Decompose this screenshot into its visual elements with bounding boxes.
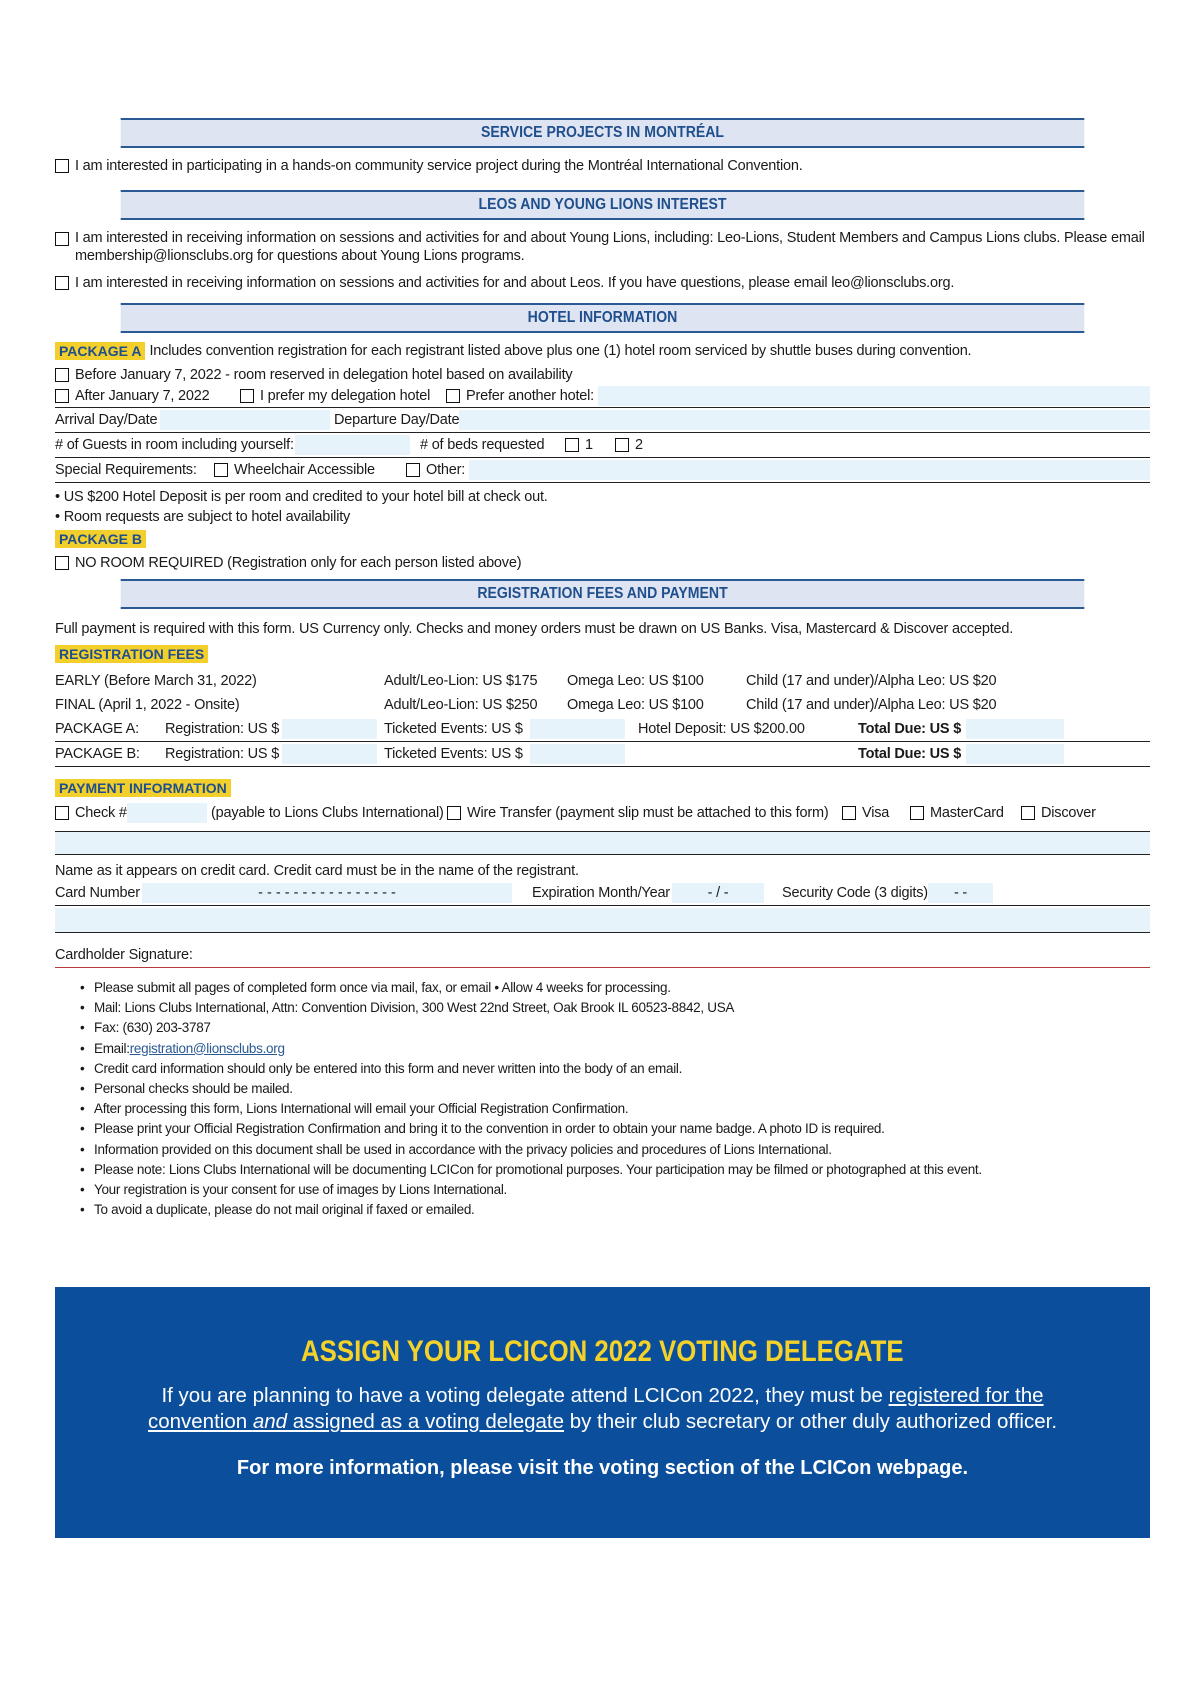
leos-row-1 — [55, 230, 1150, 264]
another-hotel-label: Prefer another hotel: — [466, 388, 594, 404]
instructions-list — [80, 978, 982, 1220]
early-child: Child (17 and under)/Alpha Leo: US $20 — [746, 673, 997, 689]
wheelchair-checkbox[interactable] — [214, 463, 228, 477]
list-item: • Email: registration@lionsclubs.org — [80, 1039, 982, 1059]
package-a-row — [55, 341, 1150, 361]
pkg-a-registration-label: Registration: US $ — [165, 721, 280, 737]
payment-tag-row — [55, 777, 1150, 799]
special-row — [55, 458, 1150, 483]
list-item: • Credit card information should only be entered into this form and never written into the body of an email. — [80, 1060, 683, 1076]
card-number-label: Card Number — [55, 885, 140, 901]
no-room-row — [55, 553, 1150, 573]
wheelchair-label: Wheelchair Accessible — [234, 462, 375, 478]
pkg-a-label: PACKAGE A: — [55, 721, 139, 737]
visa-checkbox[interactable] — [842, 806, 856, 820]
service-checkbox[interactable] — [55, 159, 69, 173]
registered-link[interactable]: registered for the — [888, 1384, 1044, 1407]
after-row — [55, 385, 1150, 407]
pkg-b-total-input[interactable] — [966, 744, 1064, 764]
payment-method-row — [55, 801, 1150, 825]
fees-tag-row — [55, 643, 1150, 665]
expiration-label: Expiration Month/Year — [532, 885, 670, 901]
delegation-hotel-label: I prefer my delegation hotel — [260, 388, 431, 404]
section-header-service: SERVICE PROJECTS IN MONTRÉAL — [121, 118, 1085, 148]
early-label: EARLY (Before March 31, 2022) — [55, 673, 257, 689]
package-a-tag: PACKAGE A — [55, 342, 145, 360]
package-b-tag: PACKAGE B — [55, 530, 146, 548]
security-label: Security Code (3 digits) — [782, 885, 928, 901]
package-a-fees-row — [55, 717, 1150, 742]
expiration-input[interactable]: - / - — [672, 883, 764, 903]
list-item: • Please print your Official Registration Confirmation and bring it to the convention in order to obtain your name badge. A photo ID is required. — [80, 1121, 885, 1137]
visa-label: Visa — [862, 805, 890, 821]
voting-delegate-banner — [55, 1287, 1150, 1538]
package-b-fees-row — [55, 742, 1150, 767]
dates-row — [55, 407, 1150, 433]
assigned-link[interactable]: convention and assigned as a voting delegate — [147, 1410, 564, 1433]
card-extra-input[interactable] — [55, 908, 1150, 933]
list-item: • After processing this form, Lions International will email your Official Registration Confirmation. — [80, 1101, 629, 1117]
pkg-b-registration-label: Registration: US $ — [165, 746, 280, 762]
banner-paragraph: If you are planning to have a voting delegate attend LCICon 2022, they must be registered for the convention and assigned as a voting delegate by their club secretary or other duly authorized officer. — [147, 1384, 1058, 1433]
leos-label: I am interested in receiving information on sessions and activities for and about Leos. If you have questions, please email leo@lionsclubs.org. — [75, 275, 955, 291]
final-omega: Omega Leo: US $100 — [567, 697, 704, 713]
leos-checkbox[interactable] — [55, 276, 69, 290]
fees-intro: Full payment is required with this form. US Currency only. Checks and money orders must be drawn on US Banks. Visa, Mastercard & Discover accepted. — [55, 621, 1014, 637]
pkg-a-total-label: Total Due: US $ — [858, 721, 962, 737]
check-number-input[interactable] — [127, 803, 207, 823]
list-item: • Fax: (630) 203-3787 — [80, 1020, 211, 1036]
mastercard-checkbox[interactable] — [910, 806, 924, 820]
wire-label: Wire Transfer (payment slip must be attached to this form) — [467, 805, 829, 821]
payable-label: (payable to Lions Clubs International) — [211, 805, 444, 821]
bed-1-checkbox[interactable] — [565, 438, 579, 452]
other-checkbox[interactable] — [406, 463, 420, 477]
special-label: Special Requirements: — [55, 462, 197, 478]
discover-label: Discover — [1041, 805, 1096, 821]
bed-2-checkbox[interactable] — [615, 438, 629, 452]
before-row — [55, 365, 1150, 385]
arrival-input[interactable] — [160, 410, 330, 430]
hotel-note-1: • US $200 Hotel Deposit is per room and credited to your hotel bill at check out. — [55, 489, 548, 505]
final-label: FINAL (April 1, 2022 - Onsite) — [55, 697, 240, 713]
signature-row — [55, 943, 1150, 968]
banner-title: ASSIGN YOUR LCICON 2022 VOTING DELEGATE — [301, 1335, 904, 1368]
another-hotel-checkbox[interactable] — [446, 389, 460, 403]
list-item: • To avoid a duplicate, please do not mail original if faxed or emailed. — [80, 1202, 475, 1218]
pkg-a-ticketed-label: Ticketed Events: US $ — [384, 721, 523, 737]
after-checkbox[interactable] — [55, 389, 69, 403]
pkg-b-registration-input[interactable] — [282, 744, 377, 764]
leos-row-2 — [55, 273, 1150, 293]
hotel-note-2: • Room requests are subject to hotel availability — [55, 509, 351, 525]
delegation-hotel-checkbox[interactable] — [240, 389, 254, 403]
pkg-b-label: PACKAGE B: — [55, 746, 140, 762]
pkg-a-hotel-deposit: Hotel Deposit: US $200.00 — [638, 721, 805, 737]
departure-label: Departure Day/Date — [334, 412, 460, 428]
check-label: Check # — [75, 805, 127, 821]
guests-input[interactable] — [295, 435, 410, 455]
before-label: Before January 7, 2022 - room reserved in delegation hotel based on availability — [75, 367, 573, 383]
package-a-desc: Includes convention registration for each registrant listed above plus one (1) hotel room serviced by shuttle buses during convention. — [149, 343, 972, 359]
other-input[interactable] — [469, 460, 1150, 480]
pkg-a-ticketed-input[interactable] — [530, 719, 625, 739]
security-input[interactable]: - - — [928, 883, 993, 903]
young-lions-label-2: membership@lionsclubs.org for questions about Young Lions programs. — [75, 248, 525, 264]
after-label: After January 7, 2022 — [75, 388, 210, 404]
no-room-checkbox[interactable] — [55, 556, 69, 570]
bed-2-label: 2 — [635, 437, 643, 453]
list-item: • Please note: Lions Clubs International will be documenting LCICon for promotional purposes. Your participation may be filmed or photographed at this event. — [80, 1161, 982, 1177]
section-header-fees: REGISTRATION FEES AND PAYMENT — [121, 579, 1085, 609]
pkg-b-total-label: Total Due: US $ — [858, 746, 962, 762]
list-item: • Information provided on this document shall be used in accordance with the privacy policies and procedures of Lions International. — [80, 1141, 832, 1157]
card-number-row — [55, 881, 1150, 906]
final-row — [55, 693, 1150, 717]
beds-label: # of beds requested — [420, 437, 545, 453]
check-checkbox[interactable] — [55, 806, 69, 820]
young-lions-checkbox[interactable] — [55, 232, 69, 246]
service-row — [55, 156, 1150, 176]
list-item: • Please submit all pages of completed form once via mail, fax, or email • Allow 4 weeks for processing. — [80, 980, 671, 995]
early-adult: Adult/Leo-Lion: US $175 — [384, 673, 538, 689]
arrival-label: Arrival Day/Date — [55, 412, 158, 428]
pkg-a-total-input[interactable] — [966, 719, 1064, 739]
discover-checkbox[interactable] — [1021, 806, 1035, 820]
pkg-b-ticketed-input[interactable] — [530, 744, 625, 764]
pkg-a-registration-input[interactable] — [282, 719, 377, 739]
payment-info-tag: PAYMENT INFORMATION — [55, 779, 231, 797]
other-label: Other: — [426, 462, 466, 478]
list-item: • Your registration is your consent for use of images by Lions International. — [80, 1182, 507, 1198]
section-header-hotel: HOTEL INFORMATION — [121, 303, 1085, 333]
pkg-b-ticketed-label: Ticketed Events: US $ — [384, 746, 523, 762]
final-adult: Adult/Leo-Lion: US $250 — [384, 697, 538, 713]
early-omega: Omega Leo: US $100 — [567, 673, 704, 689]
early-row — [55, 669, 1150, 693]
signature-input[interactable] — [193, 945, 1150, 965]
signature-label: Cardholder Signature: — [55, 947, 193, 963]
registration-fees-tag: REGISTRATION FEES — [55, 645, 208, 663]
banner-more-info: For more information, please visit the voting section of the LCICon webpage. — [236, 1457, 969, 1479]
no-room-label: NO ROOM REQUIRED (Registration only for each person listed above) — [75, 555, 522, 571]
email-link[interactable]: registration@lionsclubs.org — [129, 1040, 285, 1056]
list-item: • Mail: Lions Clubs International, Attn: Convention Division, 300 West 22nd Street, Oak Brook IL 60523-8842, USA — [80, 1000, 735, 1016]
list-item: • Personal checks should be mailed. — [80, 1081, 293, 1097]
guests-label: # of Guests in room including yourself: — [55, 437, 294, 453]
young-lions-label-1: I am interested in receiving information on sessions and activities for and about Young Lions, including: Leo-Lions, Student Members and Campus Lions clubs. Please email — [75, 230, 1145, 246]
before-checkbox[interactable] — [55, 368, 69, 382]
final-child: Child (17 and under)/Alpha Leo: US $20 — [746, 697, 997, 713]
package-b-row — [55, 529, 1150, 549]
departure-input[interactable] — [459, 410, 1150, 430]
cardholder-name-input[interactable] — [55, 831, 1150, 855]
section-header-leos: LEOS AND YOUNG LIONS INTEREST — [121, 190, 1085, 220]
card-name-note: Name as it appears on credit card. Credit card must be in the name of the registrant. — [55, 863, 579, 879]
another-hotel-input[interactable] — [598, 386, 1150, 406]
guests-row — [55, 433, 1150, 458]
wire-checkbox[interactable] — [447, 806, 461, 820]
card-number-input[interactable]: - - - - - - - - - - - - - - - - — [142, 883, 512, 903]
service-label: I am interested in participating in a hands-on community service project during the Montréal International Convention. — [75, 158, 803, 174]
bed-1-label: 1 — [585, 437, 593, 453]
mastercard-label: MasterCard — [930, 805, 1004, 821]
registration-form — [55, 118, 1150, 968]
